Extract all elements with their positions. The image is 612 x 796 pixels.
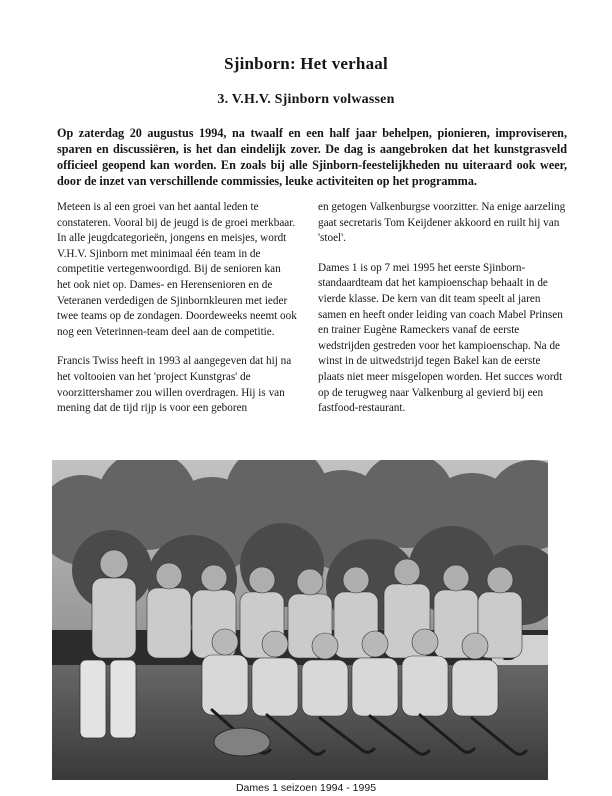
right-column	[318, 200, 568, 431]
photo-caption: Dames 1 seizoen 1994 - 1995	[235, 782, 377, 794]
right-paragraph-1: en getogen Valkenburgse voorzitter. Na enige aarzeling gaat secretaris Tom Keijdener akkoord en ruilt hij van 'stoel'.	[318, 201, 566, 245]
left-paragraph-1: Meteen is al een groei van het aantal leden te constateren. Vooral bij de jeugd is de groei merkbaar. In alle jeugdcategorieën, jongens en meisjes, wordt V.H.V. Sjinborn met minimaal één team in de competitie vertegenwoordigd. Bij de senioren kan het ook niet op. Dames- en Herensenioren en de Veteranen verdedigen de Sjinbornkleuren met ieder twee teams op de zondagen. Doordeweeks neemt ook nog een Veterinnen-team deel aan de competitie.	[57, 201, 297, 338]
page-title: Sjinborn: Het verhaal	[224, 54, 388, 73]
left-paragraph-2: Francis Twiss heeft in 1993 al aangegeven dat hij na het voltooien van het 'project Kunstgras' de voorzittershamer zou willen overdragen. Hij is van mening dat de tijd rijp is voor een geboren	[57, 355, 292, 415]
left-column	[57, 200, 297, 431]
right-paragraph-2: Dames 1 is op 7 mei 1995 het eerste Sjinborn-standaardteam dat het kampioenschap behaalt in de vierde klasse. De kern van dit team speelt al jaren samen en heeft onder leiding van coach Mabel Prinsen en trainer Eugène Rameckers vanaf de eerste wedstrijden gestreden voor het kampioenschap. Na de winst in de uitwedstrijd tegen Bakel kan de eerste plaats niet meer misgelopen worden. Het succes wordt op de terugweg naar Valkenburg al gevierd bij een fastfood-restaurant.	[318, 261, 563, 415]
section-subtitle: 3. V.H.V. Sjinborn volwassen	[217, 92, 395, 107]
team-photo	[52, 460, 548, 780]
intro-paragraph: Op zaterdag 20 augustus 1994, na twaalf en een half jaar behelpen, pionieren, improviseren, sparen en discussiëren, is het dan eindelijk zover. De dag is aangebroken dat het kunstgrasveld officieel geopend kan worden. En zoals bij alle Sjinborn-feestelijkheden nu uiteraard ook weer, door de inzet van verschillende commissies, leuke activiteiten op het programma.	[57, 126, 567, 188]
